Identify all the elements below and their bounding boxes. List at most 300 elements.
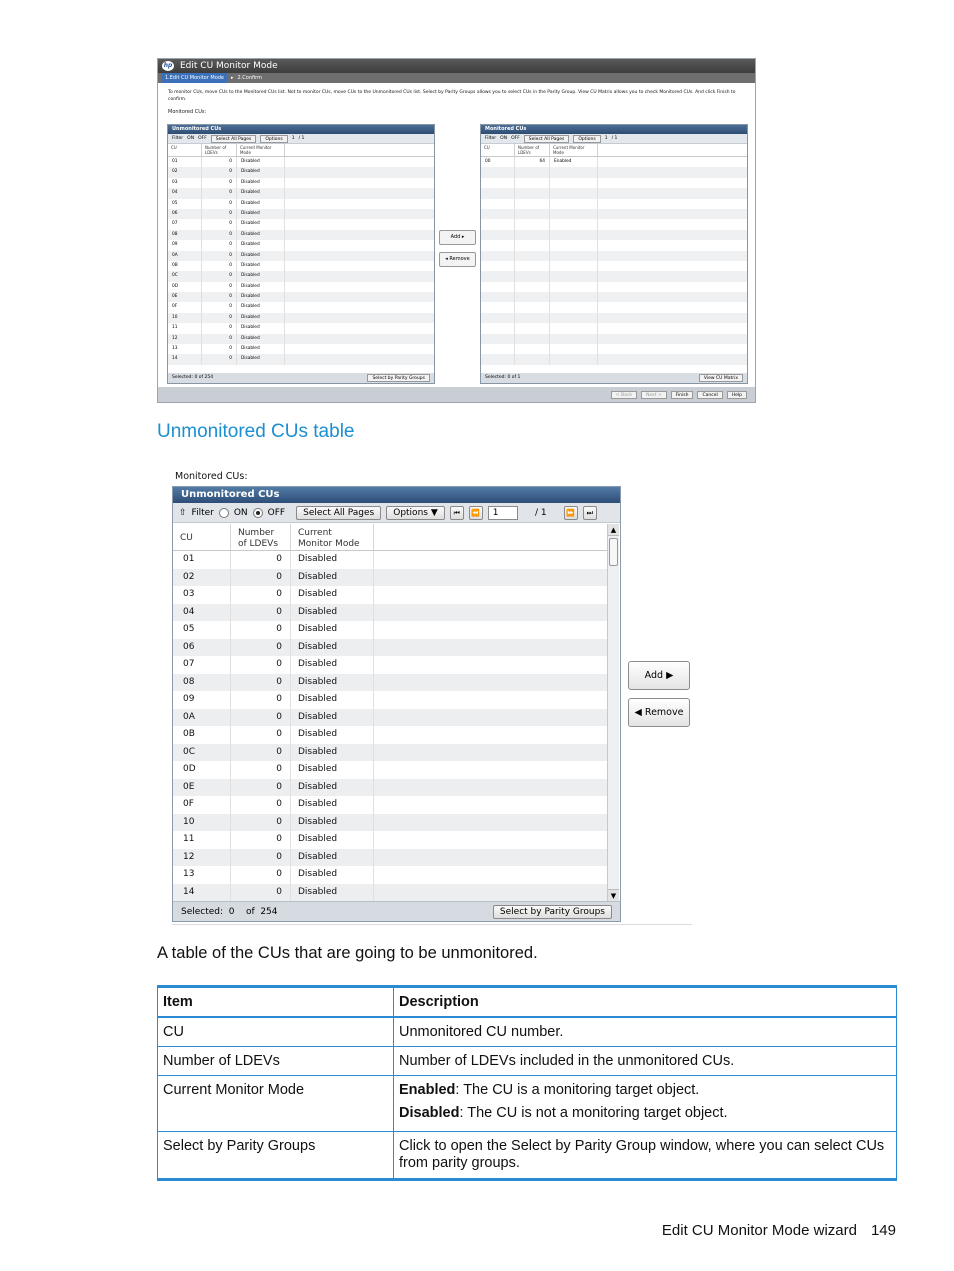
column-mode-line1: Current — [298, 528, 332, 538]
next-button[interactable]: Next > — [641, 391, 667, 399]
cu-cell: 0A — [173, 709, 231, 727]
mini-cu-cell: 0C — [168, 271, 202, 281]
mini-m-ldevs-cell — [515, 230, 550, 240]
mini-ldevs-cell: 0 — [202, 199, 237, 209]
column-cu[interactable]: CU — [173, 524, 231, 550]
table-rows — [173, 551, 608, 901]
mini-mode-cell: Disabled — [237, 354, 285, 364]
arrow-right-icon: ▶ — [666, 670, 674, 681]
filter-on-label: ON — [233, 507, 248, 518]
mini-mode-cell: Disabled — [237, 313, 285, 323]
mini-ldevs-cell: 0 — [202, 282, 237, 292]
filter-off-radio[interactable] — [253, 508, 263, 518]
table-row[interactable] — [173, 674, 608, 692]
filter-on-radio[interactable] — [219, 508, 229, 518]
mini-select-all-button[interactable]: Select All Pages — [211, 135, 257, 143]
table-row[interactable] — [173, 849, 608, 867]
header-description: Description — [394, 987, 897, 1018]
mini-m-cu-cell — [481, 323, 515, 333]
mini-unmonitored-footer — [168, 373, 434, 383]
mini-mode-cell: Disabled — [237, 178, 285, 188]
mini-m-cu-cell — [481, 292, 515, 302]
mini-table-row[interactable] — [168, 282, 434, 292]
prev-page-icon[interactable]: ⏪ — [469, 506, 483, 520]
mini-m-cu-cell — [481, 219, 515, 229]
enabled-line — [399, 1082, 891, 1098]
monitor-mode-cell: Disabled — [291, 779, 374, 797]
page-total: / 1 — [534, 507, 547, 518]
row-filler — [374, 569, 608, 587]
table-row[interactable] — [173, 604, 608, 622]
mini-m-cu-cell — [481, 344, 515, 354]
mini-table-row[interactable] — [481, 157, 747, 167]
mini-remove-button[interactable]: ◂ Remove — [439, 252, 476, 267]
page-footer — [662, 1222, 896, 1239]
mini-m-cu-cell — [481, 199, 515, 209]
monitor-mode-cell: Disabled — [291, 709, 374, 727]
scroll-thumb[interactable] — [609, 538, 618, 566]
cu-cell: 01 — [173, 551, 231, 569]
cu-cell: 09 — [173, 691, 231, 709]
mini-m-ldevs-cell — [515, 302, 550, 312]
filter-label[interactable]: Filter — [191, 507, 214, 518]
mini-m-mode-cell: Enabled — [550, 157, 598, 167]
mini-table-row[interactable] — [168, 178, 434, 188]
mini-table-row — [481, 313, 747, 323]
cu-cell: 0F — [173, 796, 231, 814]
mini-view-cu-matrix-button[interactable]: View CU Matrix — [699, 374, 743, 382]
mini-table-row[interactable] — [168, 199, 434, 209]
mini-monitored-header — [481, 144, 747, 157]
mini-col-cu[interactable]: CU — [168, 144, 202, 156]
cancel-button[interactable]: Cancel — [697, 391, 722, 399]
cu-cell: 10 — [173, 814, 231, 832]
mini-monitored-rows — [481, 157, 747, 373]
mini-ldevs-cell: 0 — [202, 302, 237, 312]
mini-cu-cell: 06 — [168, 209, 202, 219]
mini-table-row[interactable] — [168, 240, 434, 250]
mini-m-mode-cell — [550, 219, 598, 229]
mini-unmonitored-toolbar — [168, 134, 434, 144]
wizard-titlebar — [158, 59, 755, 73]
monitor-mode-cell: Disabled — [291, 691, 374, 709]
mini-table-row[interactable] — [168, 292, 434, 302]
select-all-pages-button[interactable]: Select All Pages — [296, 506, 381, 520]
table-row — [158, 1132, 897, 1180]
row-filler — [374, 761, 608, 779]
mini-table-row[interactable] — [168, 188, 434, 198]
disabled-line — [399, 1105, 891, 1121]
mini-ldevs-cell: 0 — [202, 240, 237, 250]
monitored-cus-label: Monitored CUs: — [175, 471, 248, 482]
row-filler — [374, 744, 608, 762]
mini-m-cu-cell — [481, 188, 515, 198]
add-label: Add — [644, 670, 664, 681]
mini-m-cu-cell — [481, 251, 515, 261]
mini-ldevs-cell: 0 — [202, 271, 237, 281]
mini-m-ldevs-cell — [515, 323, 550, 333]
item-cell: Number of LDEVs — [158, 1047, 394, 1076]
mini-monitored-title: Monitored CUs — [481, 125, 747, 134]
mini-ldevs-cell: 0 — [202, 334, 237, 344]
mini-m-ldevs-cell — [515, 167, 550, 177]
mini-table-row — [481, 292, 747, 302]
mini-cu-cell: 07 — [168, 219, 202, 229]
mini-col-mode[interactable]: Current Monitor Mode — [237, 144, 285, 156]
mini-m-mode-cell — [550, 199, 598, 209]
header-item: Item — [158, 987, 394, 1018]
ldevs-cell: 0 — [231, 586, 291, 604]
mini-table-row[interactable] — [168, 209, 434, 219]
mini-select-parity-button[interactable]: Select by Parity Groups — [367, 374, 430, 382]
mini-unmonitored-panel — [167, 124, 435, 384]
row-filler — [374, 551, 608, 569]
mini-cu-cell: 0F — [168, 302, 202, 312]
step-2[interactable]: 2.Confirm — [237, 75, 263, 81]
mini-mode-cell: Disabled — [237, 167, 285, 177]
description-cell: Number of LDEVs included in the unmonitored CUs. — [394, 1047, 897, 1076]
mini-table-row — [481, 282, 747, 292]
row-filler — [374, 796, 608, 814]
mini-table-row — [481, 323, 747, 333]
monitor-mode-cell: Disabled — [291, 814, 374, 832]
back-button[interactable]: < Back — [611, 391, 637, 399]
mini-m-cu-cell — [481, 240, 515, 250]
column-monitor-mode[interactable] — [291, 524, 374, 550]
table-row[interactable] — [173, 569, 608, 587]
remove-label: Remove — [644, 707, 684, 718]
row-filler — [374, 586, 608, 604]
wizard-instructions: To monitor CUs, move CUs to the Monitored CUs list. Not to monitor CUs, move CUs to the Unmonitored CUs list. Select by Parity Groups allows you to select CUs in the Parity Group. View CU Matrix allows you to check Monitored CUs. And click Finish to confirm. — [168, 90, 736, 102]
mini-table-row[interactable] — [168, 334, 434, 344]
table-row — [158, 1017, 897, 1047]
description-cell: Click to open the Select by Parity Group window, where you can select CUs from parity groups. — [394, 1132, 897, 1180]
mini-m-col-ldevs[interactable]: Number of LDEVs — [515, 144, 550, 156]
selected-count: Selected: 0 of 254 — [181, 906, 278, 917]
enabled-desc: : The CU is a monitoring target object. — [455, 1082, 700, 1098]
mini-mode-cell: Disabled — [237, 199, 285, 209]
description-cell — [394, 1076, 897, 1132]
mini-m-cu-cell — [481, 178, 515, 188]
mini-m-ldevs-cell — [515, 209, 550, 219]
mini-m-cu-cell — [481, 334, 515, 344]
ldevs-cell: 0 — [231, 691, 291, 709]
mini-cu-cell: 14 — [168, 354, 202, 364]
mini-table-row[interactable] — [168, 157, 434, 167]
cu-cell: 13 — [173, 866, 231, 884]
mini-table-row[interactable] — [168, 313, 434, 323]
select-by-parity-groups-button[interactable]: Select by Parity Groups — [493, 905, 612, 919]
step-arrow-icon: ▸ — [231, 75, 234, 81]
monitor-mode-cell: Disabled — [291, 796, 374, 814]
mini-table-row — [481, 271, 747, 281]
row-filler — [374, 814, 608, 832]
mini-m-mode-cell — [550, 251, 598, 261]
options-label: Options — [393, 507, 428, 518]
table-row[interactable] — [173, 761, 608, 779]
table-row[interactable] — [173, 884, 608, 902]
mini-m-ldevs-cell — [515, 271, 550, 281]
row-filler — [374, 884, 608, 902]
column-ldevs[interactable] — [231, 524, 291, 550]
mini-add-button[interactable]: Add ▸ — [439, 230, 476, 245]
ldevs-cell: 0 — [231, 656, 291, 674]
mini-m-ldevs-cell: 64 — [515, 157, 550, 167]
table-row[interactable] — [173, 744, 608, 762]
monitor-mode-cell: Disabled — [291, 849, 374, 867]
hp-logo-icon: hp — [163, 62, 173, 69]
cu-cell: 02 — [173, 569, 231, 587]
mini-page-total: / 1 — [298, 136, 305, 141]
mini-table-row[interactable] — [168, 167, 434, 177]
table-row[interactable] — [173, 814, 608, 832]
table-row[interactable] — [173, 656, 608, 674]
arrow-left-icon: ◀ — [634, 707, 642, 718]
mini-table-row — [481, 209, 747, 219]
cu-cell: 04 — [173, 604, 231, 622]
monitor-mode-cell: Disabled — [291, 569, 374, 587]
disabled-term: Disabled — [399, 1105, 460, 1121]
mini-table-row — [481, 219, 747, 229]
monitor-mode-cell: Disabled — [291, 656, 374, 674]
mini-m-selected-count: Selected: 0 of 1 — [485, 375, 521, 380]
first-page-icon[interactable]: ⏮ — [450, 506, 464, 520]
ldevs-cell: 0 — [231, 709, 291, 727]
mini-table-row — [481, 178, 747, 188]
cu-cell: 0C — [173, 744, 231, 762]
mini-m-cu-cell — [481, 282, 515, 292]
mini-ldevs-cell: 0 — [202, 292, 237, 302]
table-row[interactable] — [173, 831, 608, 849]
mini-m-mode-cell — [550, 313, 598, 323]
ldevs-cell: 0 — [231, 779, 291, 797]
mini-m-mode-cell — [550, 334, 598, 344]
mini-table-row[interactable] — [168, 261, 434, 271]
mini-m-cu-cell — [481, 313, 515, 323]
row-filler — [374, 604, 608, 622]
table-row[interactable] — [173, 621, 608, 639]
mini-on-label[interactable]: ON — [187, 136, 195, 141]
mini-table-row[interactable] — [168, 302, 434, 312]
table-row[interactable] — [173, 866, 608, 884]
mini-unmonitored-rows — [168, 157, 434, 373]
ldevs-cell: 0 — [231, 796, 291, 814]
monitor-mode-cell: Disabled — [291, 639, 374, 657]
mini-col-ldevs[interactable]: Number of LDEVs — [202, 144, 237, 156]
vertical-scrollbar[interactable] — [607, 524, 619, 901]
mini-monitored-panel — [480, 124, 748, 384]
mini-off-label[interactable]: OFF — [198, 136, 207, 141]
mini-mode-cell: Disabled — [237, 261, 285, 271]
mini-table-row[interactable] — [168, 251, 434, 261]
finish-button[interactable]: Finish — [671, 391, 694, 399]
cu-cell: 0E — [173, 779, 231, 797]
mini-ldevs-cell: 0 — [202, 209, 237, 219]
item-cell: Select by Parity Groups — [158, 1132, 394, 1180]
mini-cu-cell: 0B — [168, 261, 202, 271]
mini-cu-cell: 0D — [168, 282, 202, 292]
mini-m-col-mode[interactable]: Current Monitor Mode — [550, 144, 598, 156]
row-filler — [374, 709, 608, 727]
row-filler — [374, 621, 608, 639]
table-header-row — [158, 987, 897, 1018]
mini-mode-cell: Disabled — [237, 251, 285, 261]
table-row[interactable] — [173, 779, 608, 797]
mini-cu-cell: 10 — [168, 313, 202, 323]
mini-add-label: Add — [450, 234, 461, 240]
add-button[interactable] — [628, 661, 690, 690]
mini-m-mode-cell — [550, 271, 598, 281]
remove-button[interactable] — [628, 698, 690, 727]
filter-collapse-icon[interactable]: ⇧ — [179, 507, 187, 518]
row-filler — [374, 849, 608, 867]
monitor-mode-cell: Disabled — [291, 551, 374, 569]
row-filler — [374, 831, 608, 849]
mini-m-ldevs-cell — [515, 292, 550, 302]
ldevs-cell: 0 — [231, 621, 291, 639]
mini-m-cu-cell — [481, 271, 515, 281]
mini-table-row[interactable] — [168, 271, 434, 281]
mini-m-select-all-button[interactable]: Select All Pages — [524, 135, 570, 143]
mini-table-row — [481, 251, 747, 261]
table-row[interactable] — [173, 709, 608, 727]
row-filler — [374, 691, 608, 709]
mini-ldevs-cell: 0 — [202, 251, 237, 261]
mini-ldevs-cell: 0 — [202, 178, 237, 188]
mini-cu-cell: 02 — [168, 167, 202, 177]
mini-m-options-button[interactable]: Options — [573, 135, 600, 143]
mini-cu-cell: 12 — [168, 334, 202, 344]
mini-cu-cell: 03 — [168, 178, 202, 188]
scroll-up-icon[interactable]: ▲ — [608, 524, 619, 536]
mini-table-row[interactable] — [168, 344, 434, 354]
table-row[interactable] — [173, 691, 608, 709]
mini-m-ldevs-cell — [515, 344, 550, 354]
cu-cell: 0B — [173, 726, 231, 744]
monitor-mode-cell: Disabled — [291, 761, 374, 779]
table-row[interactable] — [173, 726, 608, 744]
row-filler — [374, 639, 608, 657]
mini-m-cu-cell — [481, 230, 515, 240]
mini-cu-cell: 11 — [168, 323, 202, 333]
step-1[interactable]: 1.Edit CU Monitor Mode — [162, 73, 227, 83]
mini-mode-cell: Disabled — [237, 240, 285, 250]
column-ldevs-line2: of LDEVs — [238, 539, 279, 549]
mini-ldevs-cell: 0 — [202, 344, 237, 354]
monitor-mode-cell: Disabled — [291, 586, 374, 604]
page-number-input[interactable]: 1 — [488, 506, 518, 520]
mini-m-ldevs-cell — [515, 240, 550, 250]
mini-m-mode-cell — [550, 261, 598, 271]
cu-cell: 07 — [173, 656, 231, 674]
column-mode-line2: Monitor Mode — [298, 539, 360, 549]
column-ldevs-line1: Number — [238, 528, 275, 538]
mini-m-page-value[interactable]: 1 — [604, 136, 608, 141]
mini-cu-cell: 13 — [168, 344, 202, 354]
mini-filter-label[interactable]: Filter — [172, 136, 184, 141]
cu-cell: 03 — [173, 586, 231, 604]
next-page-icon[interactable]: ⏩ — [564, 506, 578, 520]
scroll-down-icon[interactable]: ▼ — [608, 889, 619, 901]
mini-m-mode-cell — [550, 282, 598, 292]
mini-m-ldevs-cell — [515, 261, 550, 271]
mini-m-mode-cell — [550, 167, 598, 177]
mini-m-ldevs-cell — [515, 313, 550, 323]
table-row[interactable] — [173, 796, 608, 814]
cu-cell: 0D — [173, 761, 231, 779]
mini-m-ldevs-cell — [515, 188, 550, 198]
help-button[interactable]: Help — [727, 391, 747, 399]
monitor-mode-cell: Disabled — [291, 884, 374, 902]
mini-table-row[interactable] — [168, 323, 434, 333]
mini-mode-cell: Disabled — [237, 334, 285, 344]
mini-mode-cell: Disabled — [237, 188, 285, 198]
footer-title: Edit CU Monitor Mode wizard — [661, 1222, 857, 1239]
wizard-monitored-label: Monitored CUs: — [168, 109, 207, 115]
mini-table-row — [481, 354, 747, 364]
mini-ldevs-cell: 0 — [202, 219, 237, 229]
unmonitored-panel-title: Unmonitored CUs — [173, 487, 620, 503]
table-row[interactable] — [173, 551, 608, 569]
monitor-mode-cell: Disabled — [291, 726, 374, 744]
mini-table-row[interactable] — [168, 230, 434, 240]
mini-options-button[interactable]: Options — [260, 135, 287, 143]
ldevs-cell: 0 — [231, 569, 291, 587]
mini-mode-cell: Disabled — [237, 219, 285, 229]
mini-m-page-total: / 1 — [611, 136, 618, 141]
mini-m-on-label[interactable]: ON — [500, 136, 508, 141]
mini-table-row[interactable] — [168, 354, 434, 364]
wizard-title: Edit CU Monitor Mode — [180, 61, 278, 71]
page-number: 149 — [870, 1222, 896, 1239]
mini-ldevs-cell: 0 — [202, 323, 237, 333]
mini-m-cu-cell — [481, 167, 515, 177]
mini-m-ldevs-cell — [515, 199, 550, 209]
ldevs-cell: 0 — [231, 814, 291, 832]
mini-ldevs-cell: 0 — [202, 188, 237, 198]
monitor-mode-cell: Disabled — [291, 831, 374, 849]
table-row — [158, 1047, 897, 1076]
mini-m-mode-cell — [550, 230, 598, 240]
table-description: A table of the CUs that are going to be unmonitored. — [157, 944, 538, 962]
row-filler — [374, 866, 608, 884]
mini-m-filter-label[interactable]: Filter — [485, 136, 497, 141]
mini-m-col-cu[interactable]: CU — [481, 144, 515, 156]
mini-table-row — [481, 230, 747, 240]
mini-cu-cell: 04 — [168, 188, 202, 198]
mini-table-row — [481, 334, 747, 344]
mini-table-row — [481, 188, 747, 198]
last-page-icon[interactable]: ⏭ — [583, 506, 597, 520]
mini-cu-cell: 08 — [168, 230, 202, 240]
mini-ldevs-cell: 0 — [202, 354, 237, 364]
ldevs-cell: 0 — [231, 884, 291, 902]
mini-mode-cell: Disabled — [237, 271, 285, 281]
mini-m-mode-cell — [550, 292, 598, 302]
options-button[interactable] — [386, 506, 445, 520]
table-row[interactable] — [173, 586, 608, 604]
row-filler — [374, 779, 608, 797]
mini-table-row[interactable] — [168, 219, 434, 229]
wizard-screenshot — [157, 58, 756, 403]
table-row[interactable] — [173, 639, 608, 657]
monitor-mode-cell: Disabled — [291, 621, 374, 639]
mini-m-off-label[interactable]: OFF — [511, 136, 520, 141]
mini-ldevs-cell: 0 — [202, 230, 237, 240]
mini-page-value[interactable]: 1 — [291, 136, 295, 141]
monitor-mode-cell: Disabled — [291, 674, 374, 692]
mini-table-row — [481, 344, 747, 354]
